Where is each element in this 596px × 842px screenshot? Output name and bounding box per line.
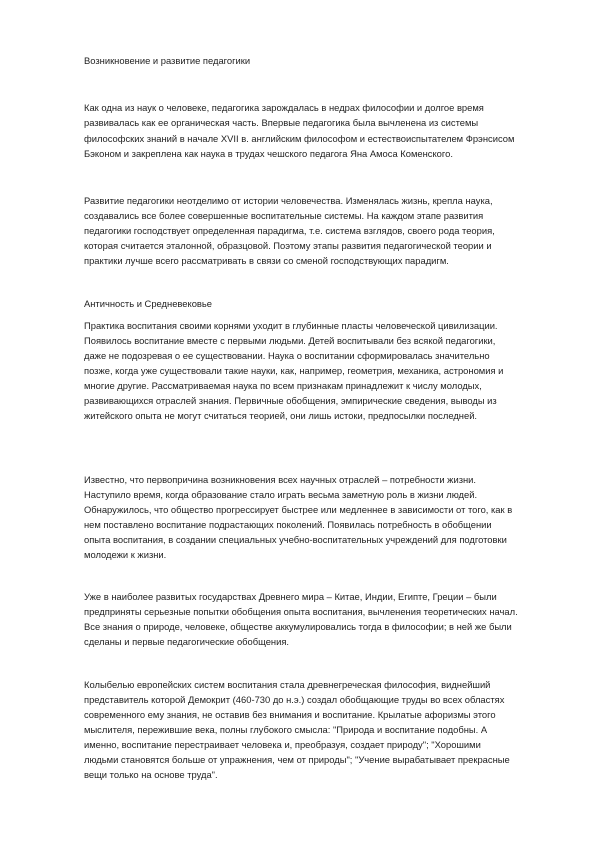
paragraph-line: развивающихся отраслей знания. Первичные обобщения, эмпирические сведения, выводы из [84, 395, 497, 406]
paragraph-line: Развитие педагогики неотделимо от истории человечества. Изменялась жизнь, крепла наука, [84, 195, 493, 206]
paragraph-line: нем поставлено воспитание подрастающих поколений. Появилась потребность в обобщении [84, 519, 492, 530]
paragraph-line: предприняты серьезные попытки обобщения опыта воспитания, вычленения теоретических начал. [84, 606, 518, 617]
paragraph-line: молодежи к жизни. [84, 549, 167, 560]
paragraph-line: сделаны и первые педагогические обобщения. [84, 636, 290, 647]
paragraph-line: современного ему знания, не оставив без внимания и воспитание. Крылатые афоризмы этого [84, 709, 496, 720]
paragraph-line: людьми становятся больше от упражнения, чем от природы"; "Учение вырабатывает прекрасные [84, 754, 510, 765]
paragraph-line: представитель которой Демокрит (460-730 до н.э.) создал обобщающие труды во всех областях [84, 694, 505, 705]
paragraph-line: создавались все более совершенные воспитательные системы. На каждом этапе развития [84, 210, 484, 221]
paragraph-line: мыслителя, пережившие века, полны глубокого смысла: "Природа и воспитание подобны. А [84, 724, 488, 735]
paragraph-line: позже, когда уже существовали такие науки, как, например, геометрия, механика, астрономия и [84, 365, 504, 376]
paragraph-line: Бэконом и закреплена как наука в трудах чешского педагога Яна Амоса Коменского. [84, 148, 453, 159]
paragraph-line: именно, воспитание перестраивает человека и, преобразуя, создает природу"; "Хорошими [84, 739, 481, 750]
paragraph-line: Практика воспитания своими корнями уходит в глубинные пласты человеческой цивилизации. [84, 320, 498, 331]
paragraph-line: опыта воспитания, в создании специальных учебно-воспитательных учреждений для подготовки [84, 534, 507, 545]
paragraph-line: практики лучше всего рассматривать в связи со сменой господствующих парадигм. [84, 255, 449, 266]
paragraph-line: житейского опыта не могут считаться теорией, они лишь истоки, предпосылки последней. [84, 410, 478, 421]
paragraph-line: Появилось воспитание вместе с первыми людьми. Детей воспитывали без всякой педагогики, [84, 335, 496, 346]
paragraph-line: Колыбелью европейских систем воспитания стала древнегреческая философия, виднейший [84, 679, 491, 690]
paragraph-line: вещи только на основе труда". [84, 769, 218, 780]
paragraph-line: философских знаний в начале XVII в. английским философом и естествоиспытателем Фрэнсисом [84, 133, 515, 144]
paragraph-line: развивалась как ее органическая часть. Впервые педагогика была вычленена из системы [84, 117, 479, 128]
paragraph-line: Все знания о природе, человеке, обществе аккумулировались тогда в философии; в ней же были [84, 621, 512, 632]
paragraph-line: Уже в наиболее развитых государствах Древнего мира – Китае, Индии, Египте, Греции – были [84, 591, 497, 602]
paragraph-line: педагогики господствует определенная парадигма, т.е. система взглядов, своего рода теория, [84, 225, 495, 236]
section-heading-text: Античность и Средневековье [84, 298, 212, 309]
paragraph-line: Наступило время, когда образование стало играть весьма заметную роль в жизни людей. [84, 489, 478, 500]
paragraph-line: Как одна из наук о человеке, педагогика зарождалась в недрах философии и долгое время [84, 102, 484, 113]
paragraph-line: которая считается эталонной, образцовой. Поэтому этапы развития педагогической теории и [84, 240, 492, 251]
paragraph-line: многие другие. Рассматриваемая наука по всем признакам принадлежит к числу молодых, [84, 380, 482, 391]
document-title: Возникновение и развитие педагогики [84, 55, 251, 66]
paragraph-line: Обнаружилось, что общество прогрессирует быстрее или медленнее в зависимости от того, как в [84, 504, 513, 515]
paragraph-line: Известно, что первопричина возникновения всех научных отраслей – потребности жизни. [84, 474, 477, 485]
paragraph-line: даже не подозревая о ее существовании. Наука о воспитании сформировалась значительно [84, 350, 490, 361]
